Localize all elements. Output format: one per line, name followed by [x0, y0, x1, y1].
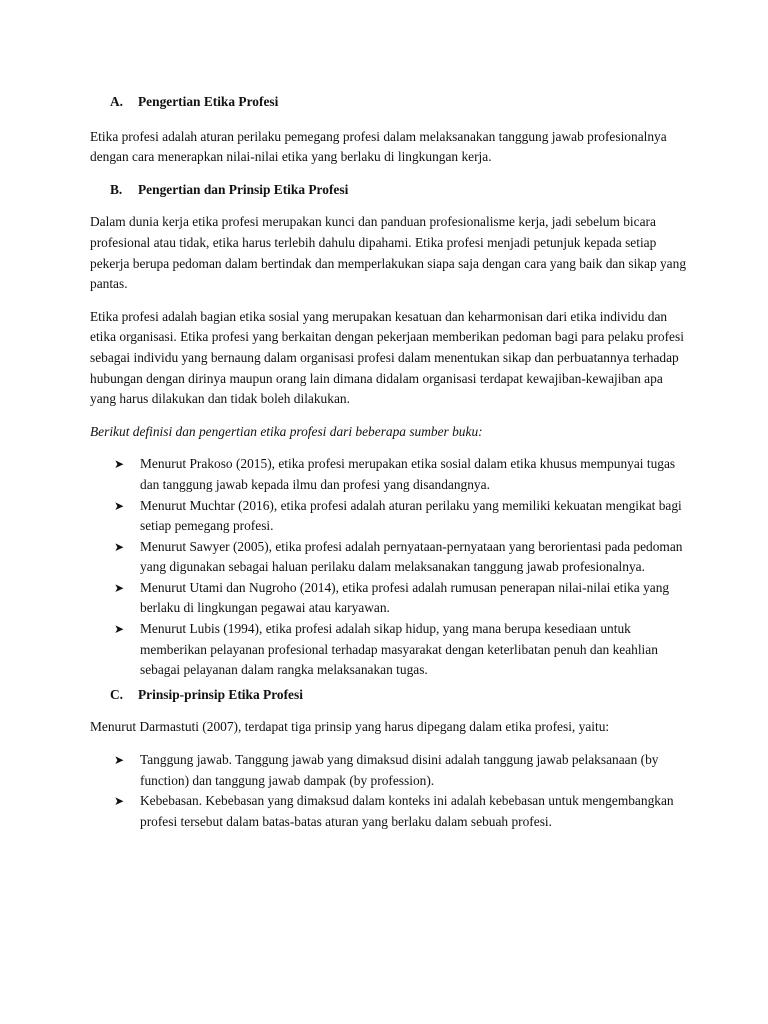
definitions-list — [90, 454, 690, 681]
list-item — [90, 537, 690, 578]
arrow-bullet-icon: ➤ — [114, 622, 125, 637]
section-b-paragraph-2: Etika profesi adalah bagian etika sosial yang merupakan kesatuan dan keharmonisan dari etika individu dan etika organisasi. Etika profesi yang berkaitan dengan pekerjaan memberikan pedoman bagi para pelaku profesi sebagai individu yang bernaung dalam organisasi profesi dalam menentukan sikap dan perbuatannya terhadap hubungan dengan dirinya maupun orang lain dimana didalam organisasi terdapat kewajiban-kewajiban apa yang harus dilakukan dan tidak boleh dilakukan. — [90, 308, 684, 407]
section-a-paragraph: Etika profesi adalah aturan perilaku pemegang profesi dalam melaksanakan tanggung jawab profesionalnya dengan cara menerapkan nilai-nilai etika yang berlaku di lingkungan kerja. — [90, 128, 667, 165]
section-c-letter: C. — [110, 686, 124, 702]
list-item — [90, 619, 690, 681]
list-item — [90, 750, 690, 791]
section-a-title: Pengertian Etika Profesi — [138, 94, 279, 109]
section-b-intro: Berikut definisi dan pengertian etika profesi dari beberapa sumber buku: — [90, 423, 483, 439]
section-b-heading — [90, 180, 690, 201]
section-a-heading — [90, 92, 690, 113]
list-item-text: Menurut Prakoso (2015), etika profesi merupakan etika sosial dalam etika khusus mempunyai tugas dan tanggung jawab kepada ilmu dan profesi yang disandangnya. — [140, 456, 676, 492]
arrow-bullet-icon: ➤ — [114, 794, 125, 809]
list-item-text: Menurut Muchtar (2016), etika profesi adalah aturan perilaku yang memiliki kekuatan mengikat bagi setiap pemegang profesi. — [140, 497, 682, 534]
list-item-text: Tanggung jawab. Tanggung jawab yang dimaksud disini adalah tanggung jawab pelaksanaan (by function) dan tanggung jawab dampak (by profession). — [140, 752, 659, 788]
arrow-bullet-icon: ➤ — [114, 498, 125, 513]
arrow-bullet-icon: ➤ — [114, 539, 125, 554]
arrow-bullet-icon: ➤ — [114, 753, 125, 768]
list-item-text: Menurut Lubis (1994), etika profesi adalah sikap hidup, yang mana berupa kesediaan untuk memberikan pelayanan profesional terhadap masyarakat dengan keterlibatan penuh dan keahlian sebagai pelayanan dalam rangka melaksanakan tugas. — [140, 621, 658, 678]
section-b-paragraph-1: Dalam dunia kerja etika profesi merupakan kunci dan panduan profesionalisme kerja, jadi sebelum bicara profesional atau tidak, etika harus terlebih dahulu dipahami. Etika profesi menjadi petunjuk kepada setiap pekerja berupa pedoman dalam bertindak dan memperlakukan siapa saja dengan cara yang baik dan sikap yang pantas. — [90, 214, 687, 292]
list-item — [90, 496, 690, 537]
list-item-text: Menurut Utami dan Nugroho (2014), etika profesi adalah rumusan penerapan nilai-nilai etika yang berlaku di lingkungan pegawai atau karyawan. — [140, 579, 670, 616]
section-b-title: Pengertian dan Prinsip Etika Profesi — [138, 181, 349, 197]
section-c-title: Prinsip-prinsip Etika Profesi — [138, 686, 303, 702]
section-b-letter: B. — [110, 181, 123, 197]
list-item-text: Menurut Sawyer (2005), etika profesi adalah pernyataan-pernyataan yang berorientasi pada pedoman yang digunakan sebagai haluan perilaku dalam melaksanakan tanggung jawab profesionalnya. — [140, 538, 683, 575]
list-item — [90, 578, 690, 619]
section-c-heading — [90, 685, 690, 706]
section-c-paragraph: Menurut Darmastuti (2007), terdapat tiga prinsip yang harus dipegang dalam etika profesi, yaitu: — [90, 719, 610, 735]
arrow-bullet-icon: ➤ — [114, 457, 125, 472]
principles-list — [90, 750, 690, 832]
list-item — [90, 791, 690, 832]
section-a-letter: A. — [110, 94, 124, 109]
list-item — [90, 454, 690, 495]
arrow-bullet-icon: ➤ — [114, 580, 125, 595]
list-item-text: Kebebasan. Kebebasan yang dimaksud dalam konteks ini adalah kebebasan untuk mengembangkan profesi tersebut dalam batas-batas aturan yang berlaku dalam sebuah profesi. — [140, 793, 674, 829]
